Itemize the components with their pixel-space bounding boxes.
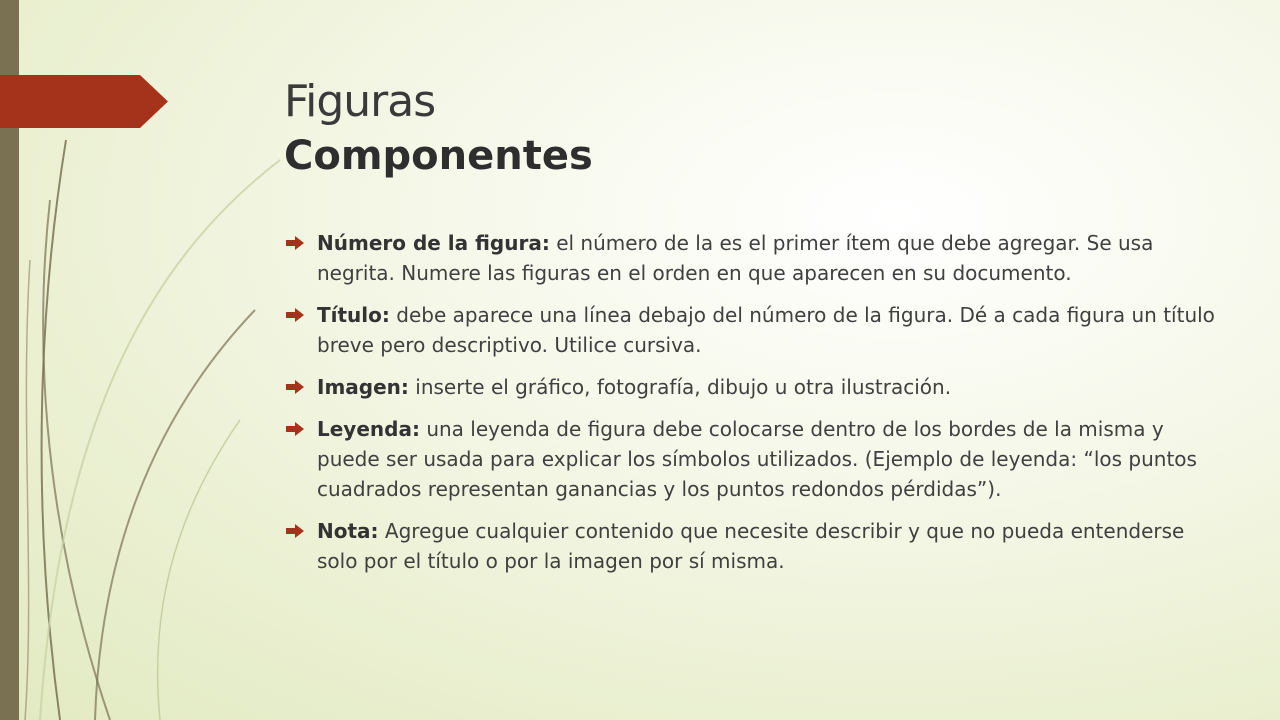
bullet-text: debe aparece una línea debajo del número de la figura. Dé a cada figura un título breve pero descriptivo. Utilice cursiva. bbox=[317, 303, 1215, 357]
bullet-term: Leyenda: bbox=[317, 417, 420, 441]
bullet-text: Agregue cualquier contenido que necesite describir y que no pueda entenderse solo por el título o por la imagen por sí misma. bbox=[317, 519, 1185, 573]
bullet-term: Nota: bbox=[317, 519, 379, 543]
bullet-nota bbox=[286, 516, 1216, 576]
bullet-text: una leyenda de figura debe colocarse dentro de los bordes de la misma y puede ser usada para explicar los símbolos utilizados. (Ejemplo de leyenda: “los puntos cuadrados representan ganancias y los puntos redondos pérdidas”). bbox=[317, 417, 1197, 501]
arrow-right-icon bbox=[286, 524, 304, 538]
title-line-componentes: Componentes bbox=[284, 133, 593, 179]
bullet-term: Título: bbox=[317, 303, 390, 327]
bullet-imagen bbox=[286, 372, 1216, 402]
bullet-leyenda bbox=[286, 414, 1216, 504]
arrow-right-icon bbox=[286, 422, 304, 436]
title-line-figuras: Figuras bbox=[284, 76, 436, 127]
accent-arrow-shape bbox=[0, 75, 168, 128]
bullet-term: Número de la figura: bbox=[317, 231, 550, 255]
bullet-text: inserte el gráfico, fotografía, dibujo u otra ilustración. bbox=[408, 375, 952, 399]
bullet-titulo bbox=[286, 300, 1216, 360]
bullet-term: Imagen: bbox=[317, 375, 409, 399]
arrow-right-icon bbox=[286, 236, 304, 250]
arrow-right-icon bbox=[286, 380, 304, 394]
bullet-text: el número de la es el primer ítem que debe agregar. Se usa negrita. Numere las figuras en el orden en que aparecen en su documento. bbox=[317, 231, 1154, 285]
arrow-right-icon bbox=[286, 308, 304, 322]
bullet-numero bbox=[286, 228, 1216, 288]
slide-title bbox=[284, 74, 593, 182]
bullet-list bbox=[286, 228, 1216, 588]
